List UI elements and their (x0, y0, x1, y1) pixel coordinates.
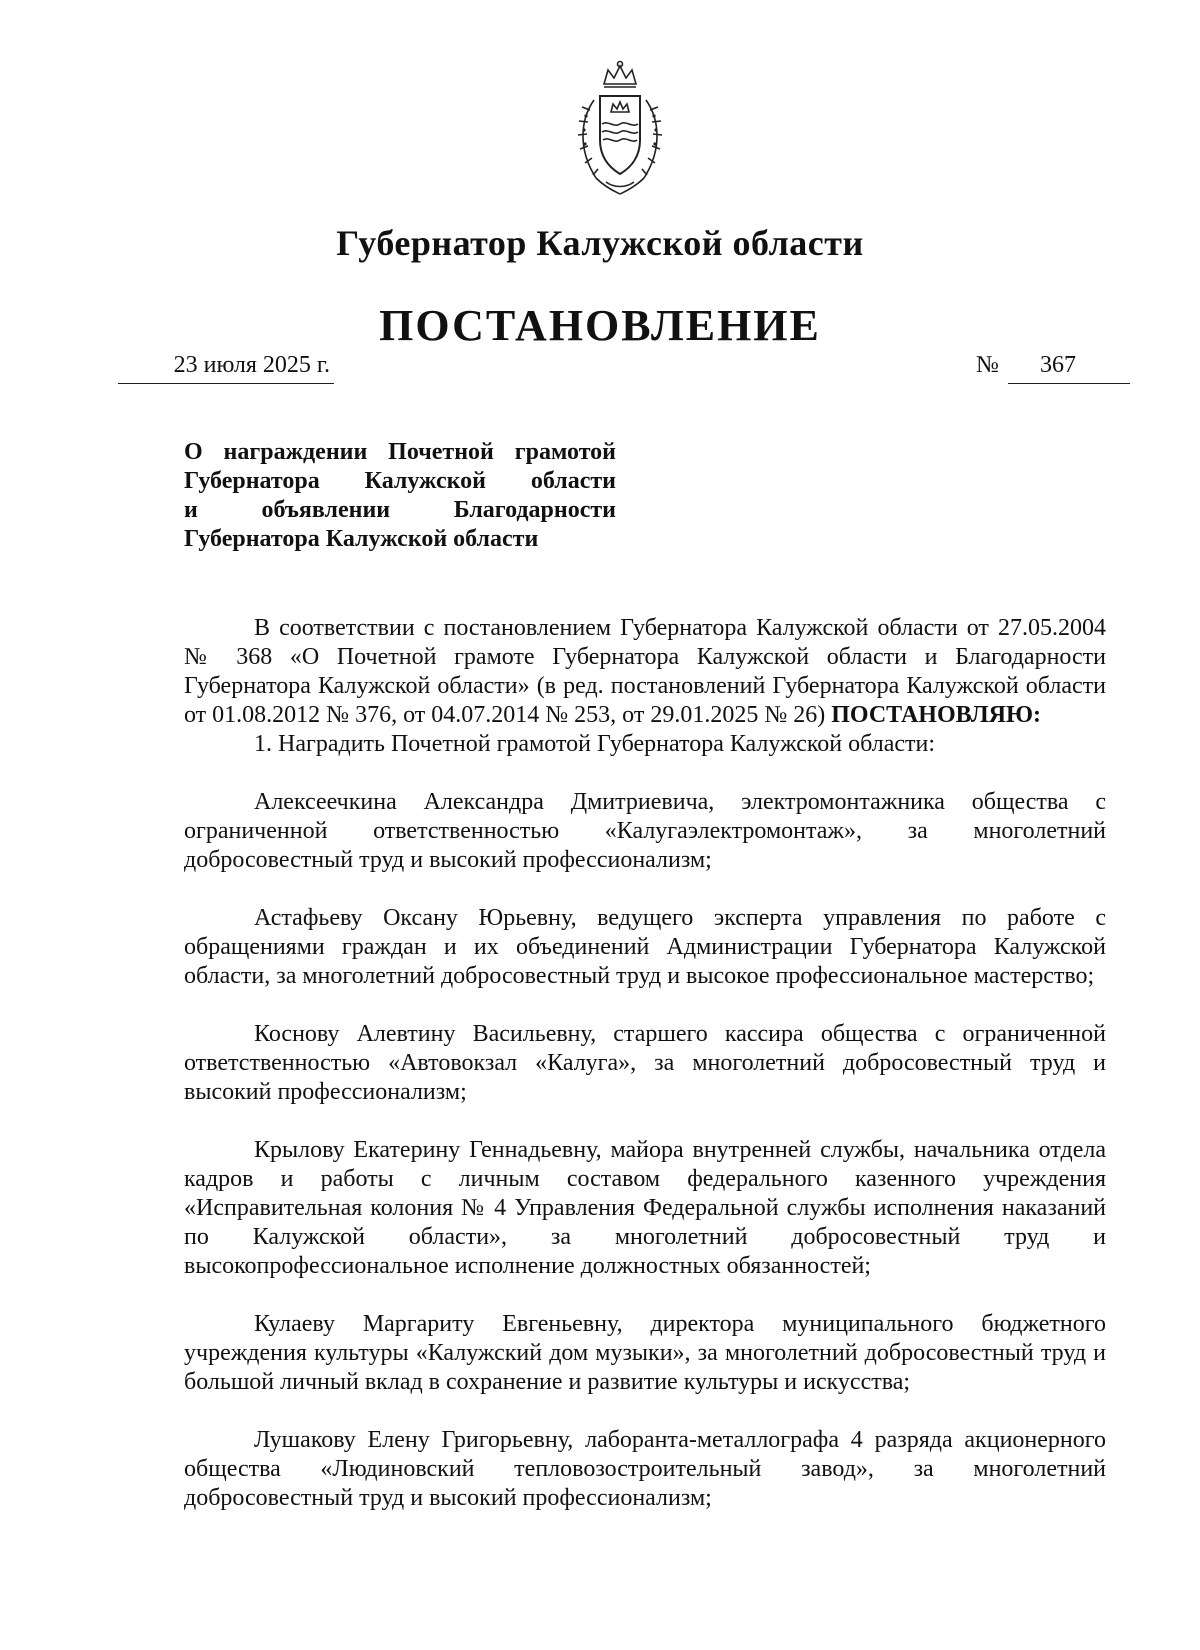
document-subject (184, 438, 616, 554)
awardee-paragraph: Кулаеву Маргариту Евгеньевну, директора муниципального бюджетного учреждения культуры «Калужский дом музыки», за многолетний добросовестный труд и большой личный вклад в сохранение и развитие культуры и искусства; (184, 1311, 1106, 1395)
awardee-paragraph: Лушакову Елену Григорьевну, лаборанта-металлографа 4 разряда акционерного общества «Людиновский тепловозостроительный завод», за многолетний добросовестный труд и высокий профессионализм; (184, 1427, 1106, 1511)
awardee-paragraph: Крылову Екатерину Геннадьевну, майора внутренней службы, начальника отдела кадров и работы с личным составом федерального казенного учреждения «Исправительная колония № 4 Управления Федеральной службы исполнения наказаний по Калужской области», за многолетний добросовестный труд и высокопрофессиональное исполнение должностных обязанностей; (184, 1137, 1106, 1279)
subject-line: Губернатора Калужской области (184, 468, 616, 494)
document-body (184, 614, 1106, 1513)
subject-line: Губернатора Калужской области (184, 526, 539, 552)
document-number-label: № (976, 352, 999, 378)
document-number: 367 (1008, 352, 1130, 384)
subject-line: и объявлении Благодарности (184, 497, 616, 523)
decree-word: ПОСТАНОВЛЯЮ: (831, 702, 1041, 728)
awardee-paragraph: Астафьеву Оксану Юрьевну, ведущего эксперта управления по работе с обращениями граждан и их объединений Администрации Губернатора Калужской области, за многолетний добросовестный труд и высокое профессиональное мастерство; (184, 905, 1106, 989)
preamble-paragraph (184, 614, 1106, 730)
awardee-paragraph: Коснову Алевтину Васильевну, старшего кассира общества с ограниченной ответственностью «Автовокзал «Калуга», за многолетний добросовестный труд и высокий профессионализм; (184, 1021, 1106, 1105)
document-type-title: ПОСТАНОВЛЕНИЕ (379, 301, 821, 350)
subject-line: О награждении Почетной грамотой (184, 439, 616, 465)
coat-of-arms-emblem (566, 60, 674, 198)
preamble-text: В соответствии с постановлением Губернатора Калужской области от 27.05.2004 № 368 «О Почетной грамоте Губернатора Калужской области и Благодарности Губернатора Калужской области» (в ред. постановлений Губернатора Калужской области от 01.08.2012 № 376, от 04.07.2014 № 253, от 29.01.2025 № 26) (184, 615, 1106, 728)
clause-1-heading: 1. Наградить Почетной грамотой Губернатора Калужской области: (254, 731, 936, 757)
awardee-paragraph: Алексеечкина Александра Дмитриевича, электромонтажника общества с ограниченной ответственностью «Калугаэлектромонтаж», за многолетний добросовестный труд и высокий профессионализм; (184, 789, 1106, 873)
issuing-authority: Губернатор Калужской области (336, 223, 864, 263)
document-date: 23 июля 2025 г. (118, 352, 334, 384)
